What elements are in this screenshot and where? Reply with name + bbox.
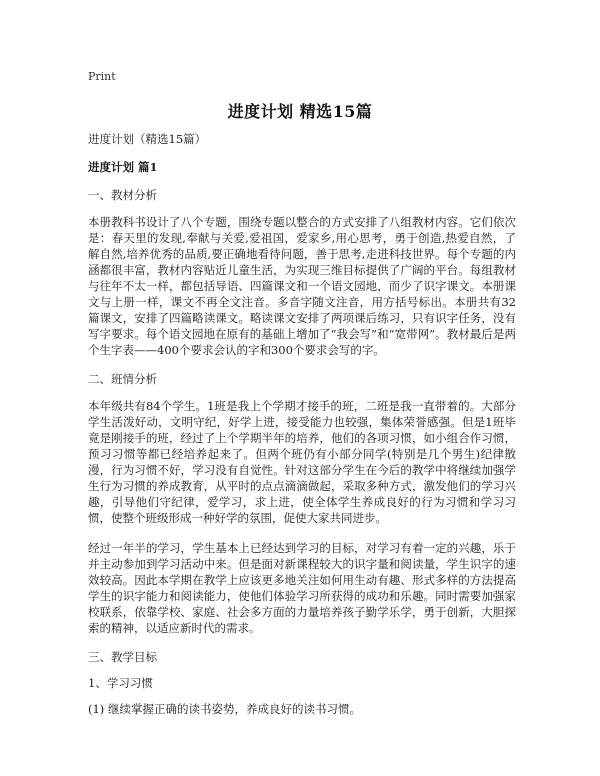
section-title: 进度计划 篇1 — [88, 160, 158, 174]
print-label: Print — [88, 70, 116, 83]
heading-textbook-analysis: 一、教材分析 — [88, 188, 157, 202]
heading-class-analysis: 二、班情分析 — [88, 372, 157, 386]
heading-teaching-goals: 三、教学目标 — [88, 650, 157, 664]
paragraph-learning-progress: 经过一年半的学习，学生基本上已经达到学习的目标，对学习有着一定的兴趣，乐于并主动参加到学习活动中来。但是面对新课程较大的识字量和阅读量，学生识字的速效较高。因此本学期在教学上应该更多地关注如何用生动有趣、形式多样的方法提高学生的识字能力和阅读能力，使他们体验学习所获得的成功和乐趣。同时需要加强家校联系，依靠学校、家庭、社会多方面的力量培养孩子勤学乐学，勇于创新，大胆探索的精神，以适应新时代的需求。 — [88, 541, 516, 635]
document-subtitle: 进度计划（精选15篇） — [88, 132, 207, 146]
list-item: (1) 继续掌握正确的读书姿势，养成良好的读书习惯。 — [88, 702, 361, 716]
paragraph-class-analysis: 本年级共有84个学生。1班是我上个学期才接手的班，二班是我一直带着的。大部分学生活泼好动，文明守纪，好学上进，接受能力也较强，集体荣誉感强。但是1班毕竟是刚接手的班，经过了上个学期半年的培养，他们的各项习惯，如小组合作习惯，预习习惯等都已经培养起来了。但两个班仍有小部分同学(特别是几个男生)纪律散漫，行为习惯不好，学习没有自觉性。针对这部分学生在今后的教学中将继续加强学生行为习惯的养成教育，从平时的点点滴滴做起，采取多种方式，激发他们的学习兴趣，引导他们守纪律，爱学习，求上进，使全体学生养成良好的行为习惯和学习习惯，使整个班级形成一种好学的氛围，促使大家共同进步。 — [88, 399, 516, 525]
document-body — [88, 132, 516, 730]
page-title: 进度计划 精选15篇 — [227, 102, 373, 121]
paragraph-textbook-analysis: 本册教科书设计了八个专题，围绕专题以整合的方式安排了八组教材内容。它们依次是：春天里的发现,奉献与关爱,爱祖国，爱家乡,用心思考，勇于创造,热爱自然，了解自然,培养优秀的品质,要正确地看待问题，善于思考,走进科技世界。每个专题的内涵都很丰富，教材内容贴近儿童生活，为实现三维目标提供了广阔的平台。每组教材与往年不太一样，都包括导语、四篇课文和一个语文园地，而少了识字课文。本册课文与上册一样，课文不再全文注音。多音字随文注音，用方括号标出。本册共有32篇课文，安排了四篇略读课文。略读课文安排了两项课后练习，只有识字任务，没有写字要求。每个语文园地在原有的基础上增加了“我会写”和“宽带网”。教材最后是两个生字表——400个要求会认的字和300个要求会写的字。 — [88, 215, 516, 357]
heading-study-habits: 1、学习习惯 — [88, 676, 153, 690]
